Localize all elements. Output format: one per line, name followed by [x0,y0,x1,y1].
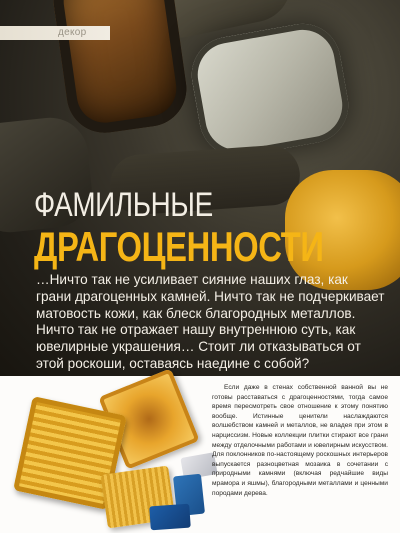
lead-text: …Ничто так не усиливает сияние наших глаз, как грани драгоценных камней. Ничто так не подчеркивает матовость кожи, как блеск благородных металлов. Ничто так не отражает нашу внутреннюю суть, как ювелирные украшения… Стоит ли отказываться от этой роскоши, оставаясь наедине с собой? [36,272,385,371]
section-label [0,26,110,40]
tile-image [49,0,191,138]
body-text [212,383,388,498]
blue-tile [149,504,191,531]
tile-image [186,18,355,162]
section-label-text: декор [58,27,87,38]
gold-tiles-photo [0,355,220,533]
title-line-1: ФАМИЛЬНЫЕ [34,186,213,224]
title-line-2: ДРАГОЦЕННОСТИ [34,223,324,270]
body-paragraph: Если даже в стенах собственной ванной вы не готовы расставаться с драгоценностями, тогда самое время пересмотреть свое отношение к этому понятию вообще. Истинные ценители наслаждаются волшебством камней и металлов, не владея при этом в нарциссизм. Новые коллекции плитки стирают все грани между отделочными работами и ювелирным искусством. Для поклонников по-настоящему роскошных интерьеров выпускается разноцветная мозаика в сочетании с природными камнями (включая редчайшие виды мрамора и яшмы), благородными металлами и ценными породами дерева. [212,384,388,497]
